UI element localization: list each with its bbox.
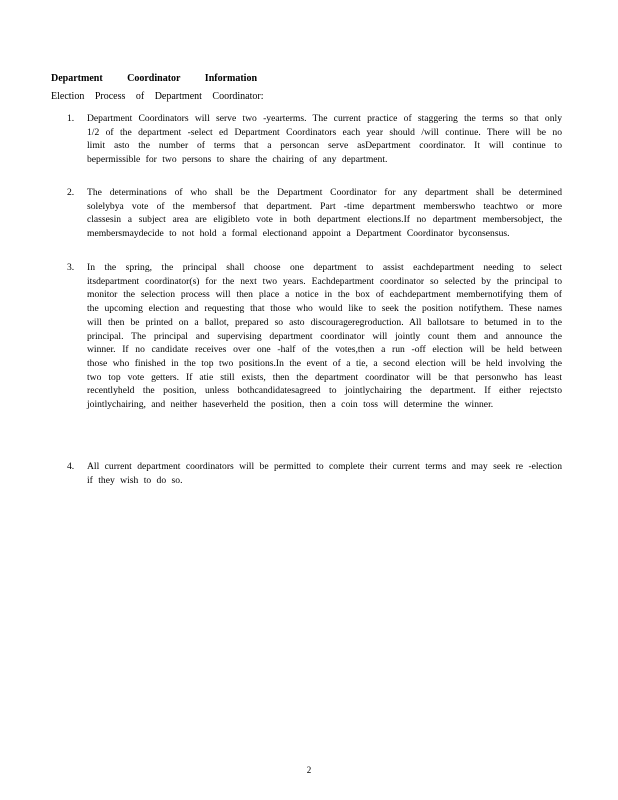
numbered-item-1	[67, 112, 562, 167]
item-number: 2.	[67, 187, 75, 198]
numbered-item-3	[67, 261, 562, 412]
section-subheading: Election Process of Department Coordinator:	[51, 91, 264, 102]
item-number: 3.	[67, 262, 75, 273]
item-text: In the spring, the principal shall choose one department to assist eachdepartment needing to select itsdepartment coordinator(s) for the next two years. Eachdepartment coordinator so selected by the principal to monitor the selection process will then place a notice in the box of eachdepartment membernotifying them of the upcoming election and requesting that those who would like to seek the position notifythem. These names will then be printed on a ballot, prepared so asto discourageregroduction. All ballotsare to betumed in to the principal. The principal and supervising department coordinator will jointly count them and announce the winner. If no candidate receives over one -half of the votes,then a run -off election will be held between those who finished in the top two positions.In the event of a tie, a second election will be held involving the two top vote getters. If atie still exists, then the department coordinator will be that personwho has least recentlyheld the position, unless bothcandidatesagreed to jointlychairing the department. If either rejectsto jointlychairing, and neither haseverheld the position, then a coin toss will determine the winner.	[87, 262, 562, 411]
item-text: Department Coordinators will serve two -yearterms. The current practice of staggering the terms so that only 1/2 of the department -select ed Department Coordinators each year should /will continue. There will be no limit asto the number of terms that a personcan serve asDepartment coordinator. It will continue to bepermissible for two persons to share the chairing of any department.	[87, 113, 562, 166]
page-number: 2	[306, 765, 312, 775]
numbered-item-2	[67, 186, 562, 241]
item-text: All current department coordinators will be permitted to complete their current terms and may seek re -election if they wish to do so.	[87, 461, 562, 486]
item-text: The determinations of who shall be the Department Coordinator for any department shall be determined solelybya vote of the membersof that department. Part -time department memberswho teachtwo or more classesin a subject area are eligibleto vote in both department elections.If no department membersobject, the membersmaydecide to not hold a formal electionand appoint a Department Coordinator byconsensus.	[87, 187, 562, 240]
item-number: 4.	[67, 461, 75, 472]
document-heading: Department Coordinator Information	[51, 73, 258, 84]
numbered-item-4	[67, 460, 562, 487]
item-number: 1.	[67, 113, 75, 124]
